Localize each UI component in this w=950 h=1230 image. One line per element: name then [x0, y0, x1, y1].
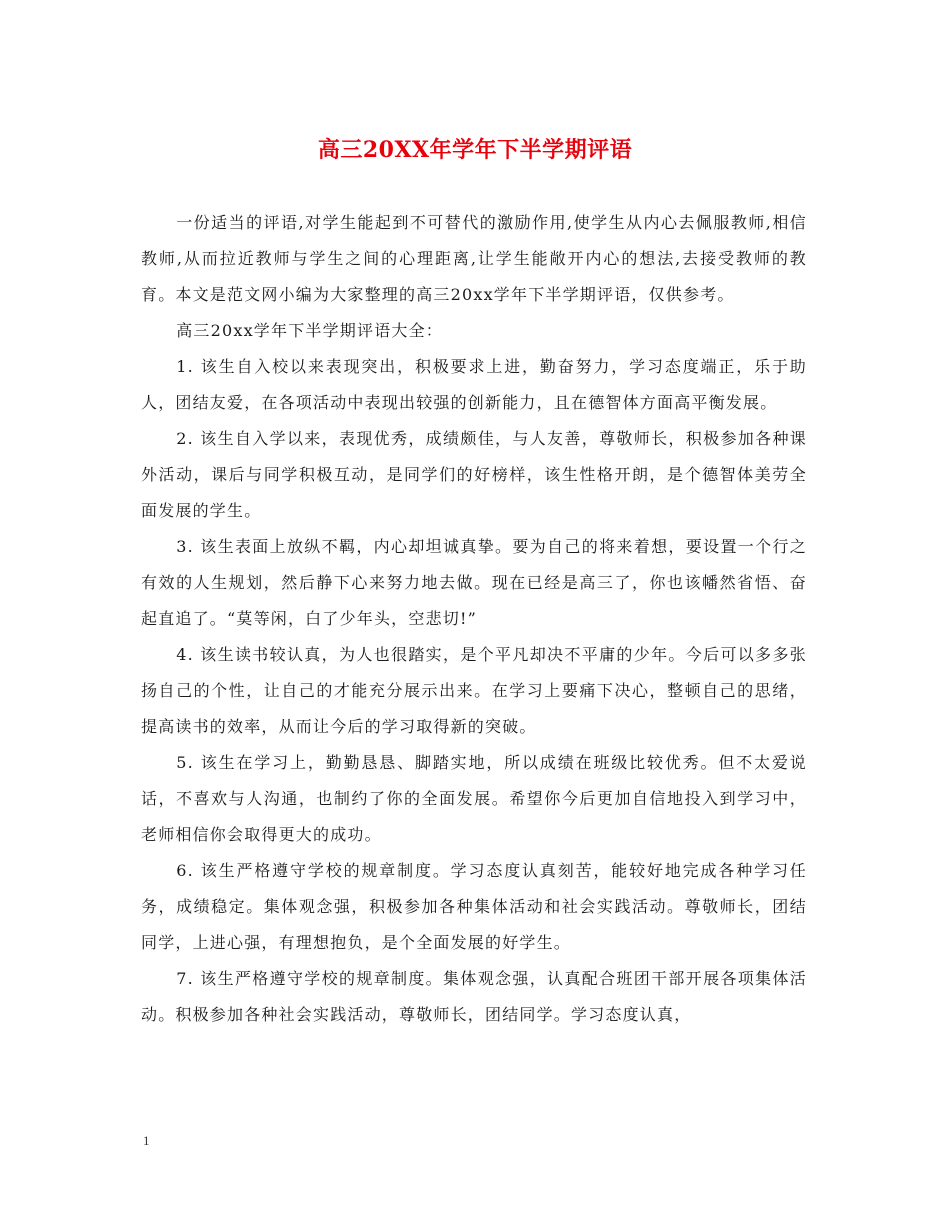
page-number: 1: [143, 1133, 150, 1148]
comment-item-4: 4. 该生读书较认真，为人也很踏实，是个平凡却决不平庸的少年。今后可以多多张扬自己的个性，让自己的才能充分展示出来。在学习上要痛下决心，整顿自己的思绪，提高读书的效率，从而让今后的学习取得新的突破。: [141, 645, 807, 736]
comment-item-1: 1. 该生自入校以来表现突出，积极要求上进，勤奋努力，学习态度端正，乐于助人，团结友爱，在各项活动中表现出较强的创新能力，且在德智体方面高平衡发展。: [141, 357, 807, 412]
comment-item-2: 2. 该生自入学以来，表现优秀，成绩颇佳，与人友善，尊敬师长，积极参加各种课外活动，课后与同学积极互动，是同学们的好榜样，该生性格开朗，是个德智体美劳全面发展的学生。: [141, 429, 807, 520]
document-title: 高三20XX年学年下半学期评语: [317, 137, 633, 163]
comment-item-3: 3. 该生表面上放纵不羁，内心却坦诚真挚。要为自己的将来着想，要设置一个行之有效的人生规划，然后静下心来努力地去做。现在已经是高三了，你也该幡然省悟、奋起直追了。“莫等闲，白了少年头，空悲切!”: [141, 537, 807, 628]
comment-item-7: 7. 该生严格遵守学校的规章制度。集体观念强，认真配合班团干部开展各项集体活动。积极参加各种社会实践活动，尊敬师长，团结同学。学习态度认真，: [141, 969, 807, 1024]
document-body: [141, 205, 807, 1033]
intro-paragraph: 一份适当的评语,对学生能起到不可替代的激励作用,使学生从内心去佩服教师,相信教师,从而拉近教师与学生之间的心理距离,让学生能敞开内心的想法,去接受教师的教育。本文是范文网小编为大家整理的高三20xx学年下半学期评语，仅供参考。: [141, 213, 807, 304]
comment-item-6: 6. 该生严格遵守学校的规章制度。学习态度认真刻苦，能较好地完成各种学习任务，成绩稳定。集体观念强，积极参加各种集体活动和社会实践活动。尊敬师长，团结同学，上进心强，有理想抱负，是个全面发展的好学生。: [141, 861, 807, 952]
comment-item-5: 5. 该生在学习上，勤勤恳恳、脚踏实地，所以成绩在班级比较优秀。但不太爱说话，不喜欢与人沟通，也制约了你的全面发展。希望你今后更加自信地投入到学习中，老师相信你会取得更大的成功。: [141, 753, 807, 844]
section-heading: 高三20xx学年下半学期评语大全：: [176, 321, 443, 340]
